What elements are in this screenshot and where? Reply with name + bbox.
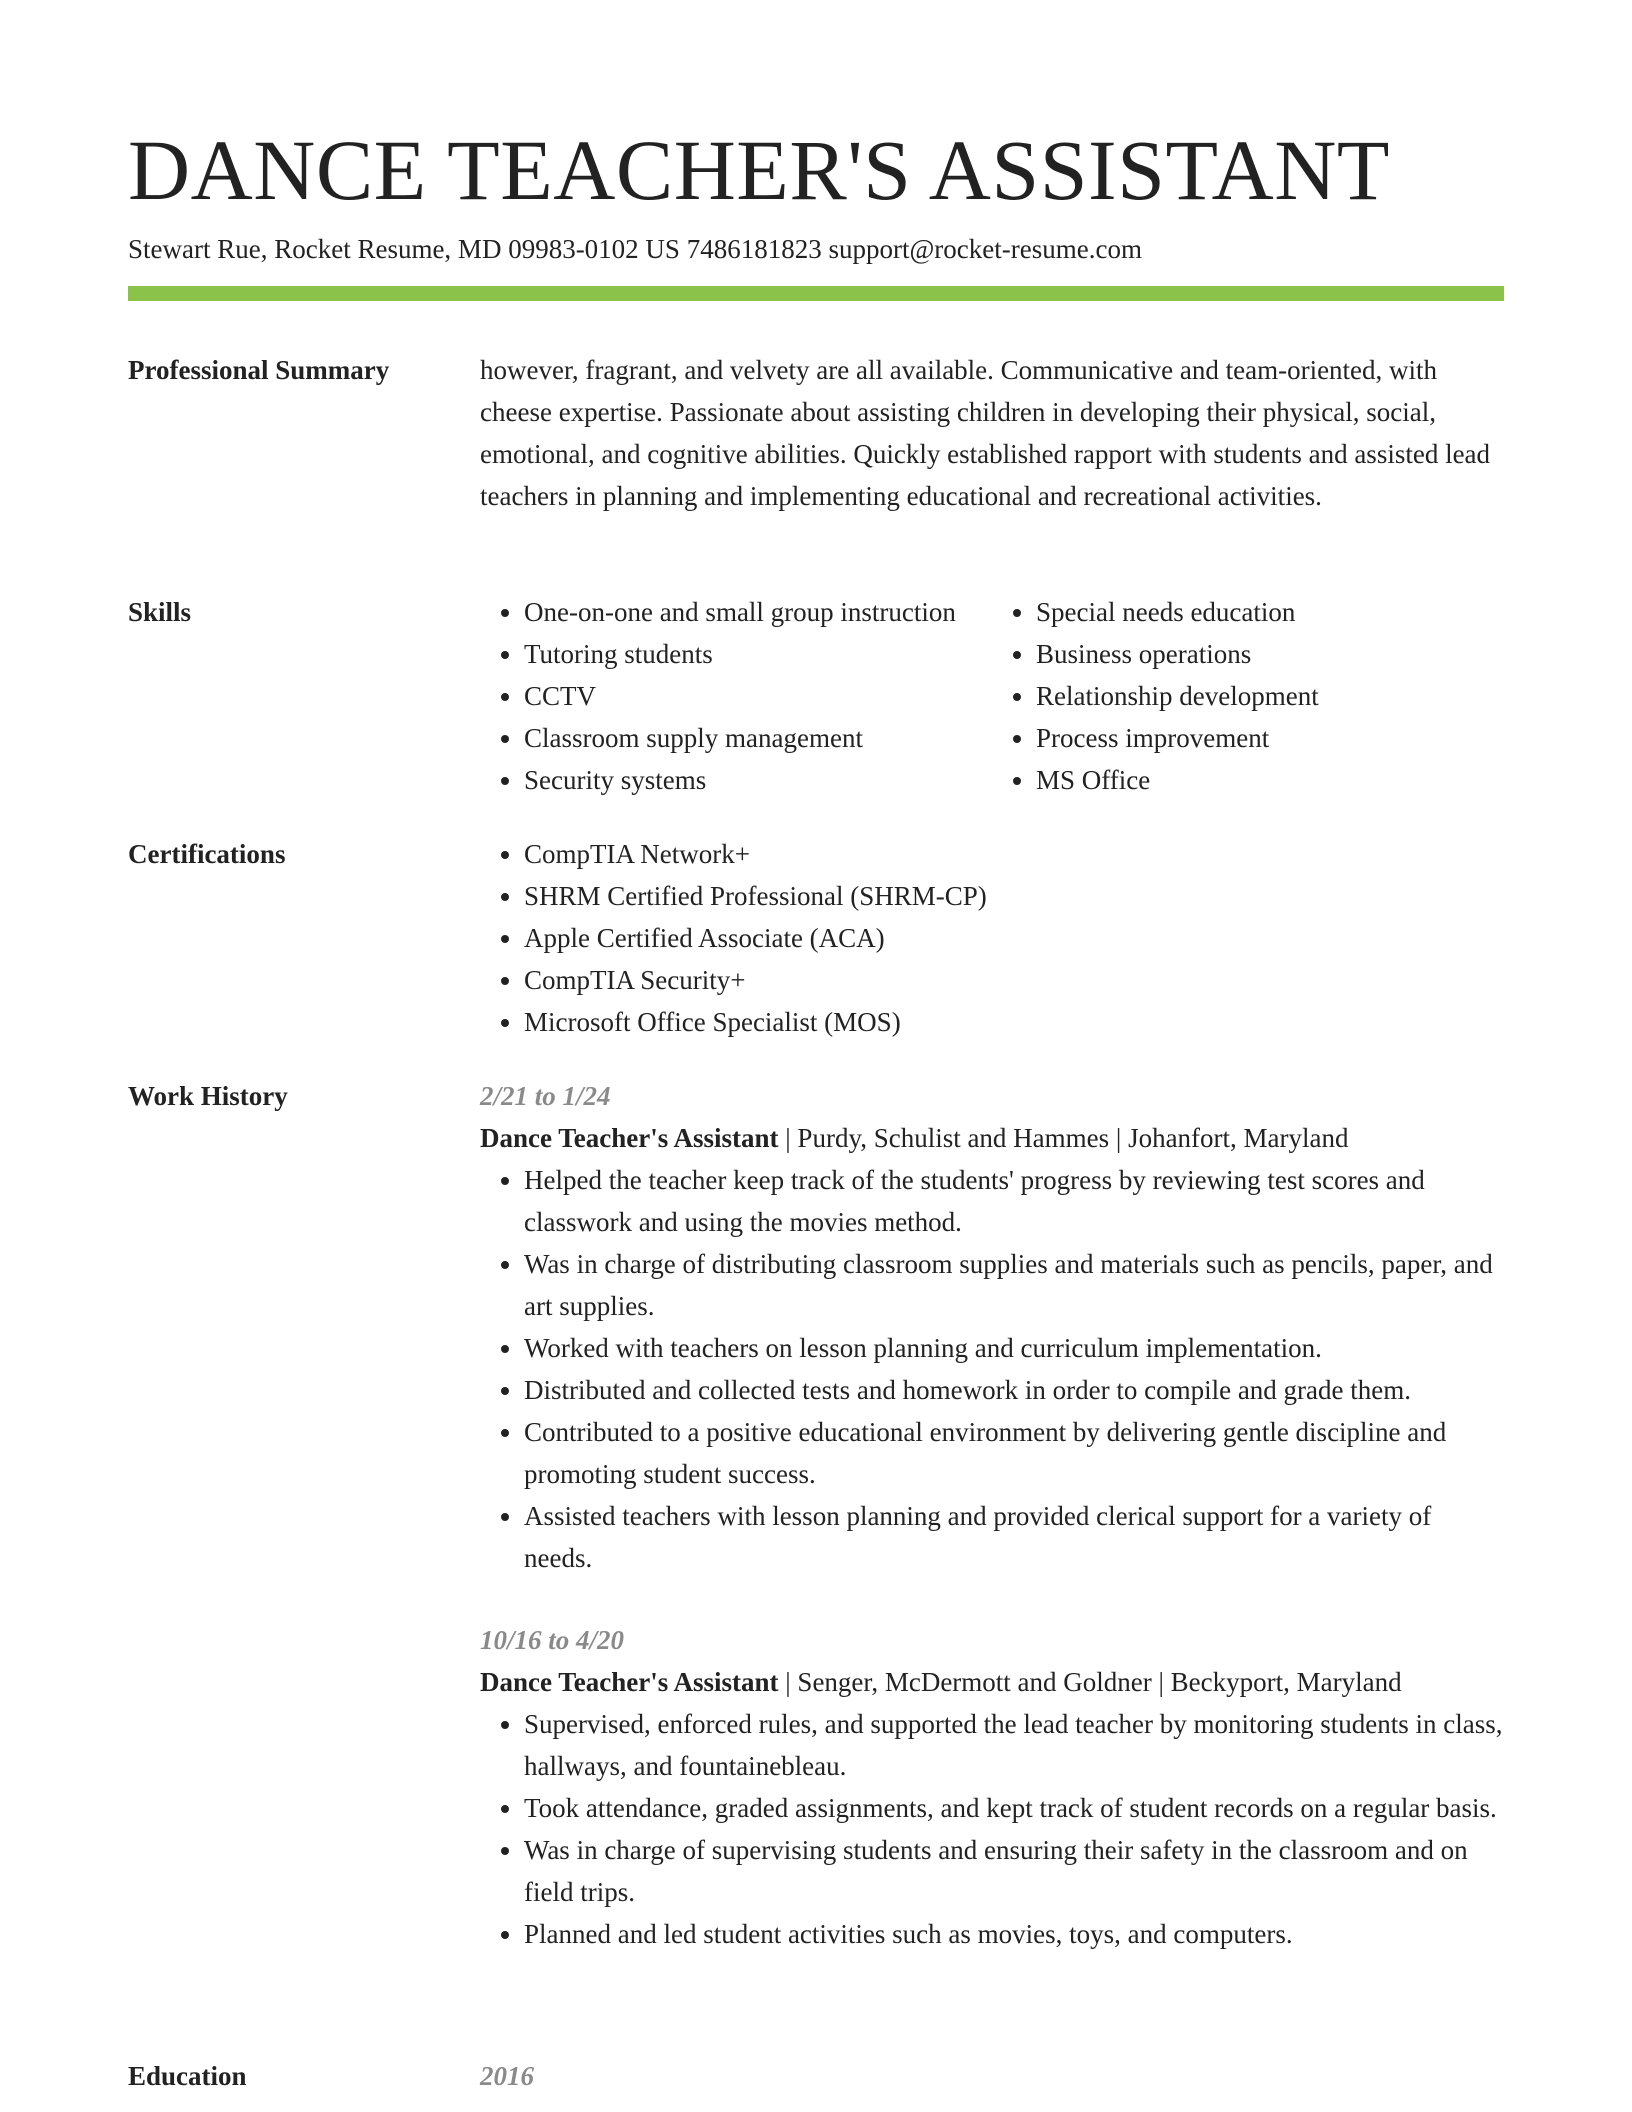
job-heading [480, 1661, 1504, 1703]
summary-text: however, fragrant, and velvety are all available. Communicative and team-oriented, with cheese expertise. Passionate about assisting children in developing their physical, social, emotional, and cognitive abilities. Quickly established rapport with students and assisted lead teachers in planning and implementing educational and recreational activities. [480, 355, 1491, 511]
skill-item: • Tutoring students [524, 633, 992, 675]
job-bullet: • Distributed and collected tests and homework in order to compile and grade them. [524, 1369, 1504, 1411]
skills-list-left [480, 591, 992, 801]
skills-heading: Skills [128, 597, 192, 627]
job-bullet-list [480, 1159, 1504, 1579]
certification-item: • Microsoft Office Specialist (MOS) [524, 1001, 1504, 1043]
contact-line: Stewart Rue, Rocket Resume, MD 09983-0102 US 7486181823 support@rocket-resume.com [128, 234, 1142, 264]
job-bullet: • Helped the teacher keep track of the students' progress by reviewing test scores and classwork and using the movies method. [524, 1159, 1504, 1243]
resume-title: DANCE TEACHER'S ASSISTANT [128, 122, 1390, 218]
job-bullet-list [480, 1703, 1504, 1955]
skill-item: • Business operations [1036, 633, 1504, 675]
job-details: | Senger, McDermott and Goldner | Beckyport, Maryland [778, 1667, 1402, 1697]
summary-body [480, 349, 1504, 517]
certification-item: • Apple Certified Associate (ACA) [524, 917, 1504, 959]
work-history-heading: Work History [128, 1081, 288, 1111]
skills-list-right [992, 591, 1504, 801]
job-bullet: • Was in charge of supervising students and ensuring their safety in the classroom and on field trips. [524, 1829, 1504, 1913]
education-date: 2016 [480, 2061, 534, 2091]
job-entry [480, 1619, 1504, 1955]
accent-divider [128, 286, 1504, 301]
skill-item: • One-on-one and small group instruction [524, 591, 992, 633]
job-dates: 2/21 to 1/24 [480, 1081, 611, 1111]
skill-item: • Special needs education [1036, 591, 1504, 633]
certifications-body [480, 833, 1504, 1043]
job-dates: 10/16 to 4/20 [480, 1625, 625, 1655]
job-bullet: • Took attendance, graded assignments, and kept track of student records on a regular basis. [524, 1787, 1504, 1829]
job-bullet: • Contributed to a positive educational environment by delivering gentle discipline and promoting student success. [524, 1411, 1504, 1495]
skill-item: • MS Office [1036, 759, 1504, 801]
skill-item: • Relationship development [1036, 675, 1504, 717]
skill-item: • Security systems [524, 759, 992, 801]
certification-item: • CompTIA Network+ [524, 833, 1504, 875]
certifications-list [480, 833, 1504, 1043]
job-bullet: • Planned and led student activities such as movies, toys, and computers. [524, 1913, 1504, 1955]
job-heading [480, 1117, 1504, 1159]
job-bullet: • Supervised, enforced rules, and supported the lead teacher by monitoring students in class, hallways, and fountainebleau. [524, 1703, 1504, 1787]
job-title: Dance Teacher's Assistant [480, 1123, 779, 1153]
skills-body [480, 591, 1504, 801]
work-history-body [480, 1075, 1504, 1995]
certification-item: • CompTIA Security+ [524, 959, 1504, 1001]
job-bullet: • Assisted teachers with lesson planning and provided clerical support for a variety of needs. [524, 1495, 1504, 1579]
job-bullet: • Was in charge of distributing classroom supplies and materials such as pencils, paper, and art supplies. [524, 1243, 1504, 1327]
job-details: | Purdy, Schulist and Hammes | Johanfort, Maryland [778, 1123, 1349, 1153]
job-bullet: • Worked with teachers on lesson planning and curriculum implementation. [524, 1327, 1504, 1369]
skill-item: • CCTV [524, 675, 992, 717]
summary-heading: Professional Summary [128, 355, 390, 385]
job-entry [480, 1075, 1504, 1579]
certification-item: • SHRM Certified Professional (SHRM-CP) [524, 875, 1504, 917]
skill-item: • Process improvement [1036, 717, 1504, 759]
education-heading: Education [128, 2061, 247, 2091]
certifications-heading: Certifications [128, 839, 286, 869]
job-title: Dance Teacher's Assistant [480, 1667, 779, 1697]
education-body [480, 2055, 1504, 2097]
skill-item: • Classroom supply management [524, 717, 992, 759]
